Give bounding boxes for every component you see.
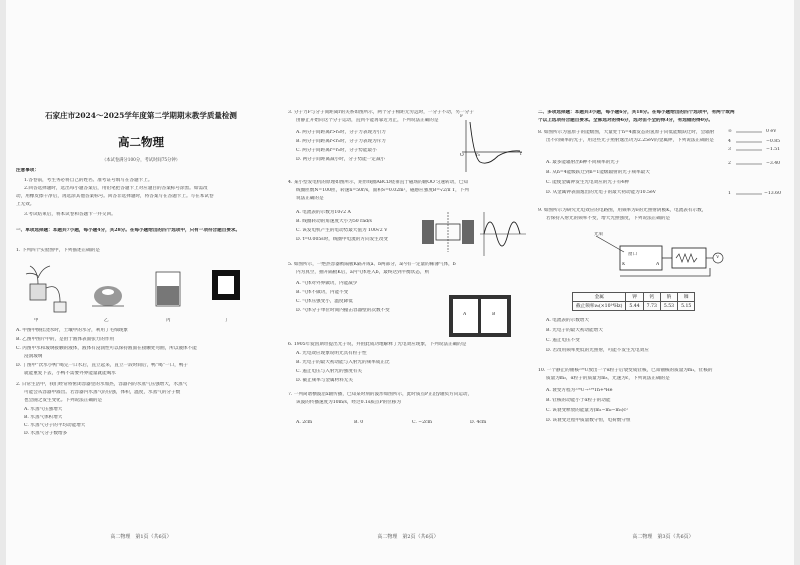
q3-option-a: A. 两分子间距离r>r₀时，分子力表现为引力	[296, 130, 386, 135]
q6-option-c: C. 遏止电压与入射光的强度有关	[296, 369, 362, 374]
level-e: −1.51	[766, 147, 781, 152]
graph-label-f: F	[460, 114, 464, 119]
graph-label-o: O	[460, 153, 464, 158]
q4-stem: 4. 某小型发电机的原理如图所示，矩形线圈ABCD绕垂直于磁场的轴OO′匀速转动，已知	[288, 180, 468, 185]
page-footer: 高二物理 第1页（共6页）	[110, 534, 172, 540]
q8-option-a: A. 最多能辐射出6种不同频率的光子	[546, 160, 620, 165]
q4-option-b: B. 线圈转动的角速度大小为50 rad/s	[296, 219, 372, 224]
page-footer: 高二物理 第2页（共6页）	[377, 534, 439, 540]
q4-stem-cont: 说法正确的是	[296, 196, 324, 201]
note-line: 上无效。	[16, 202, 35, 207]
q10-stem: 10. 一个静止的铀核²³⁸U放出一个α粒子后衰变成钍核，已知铀核的质量为m₁，钍核的	[538, 368, 713, 373]
q5-option-a: A. 气体对外界做功，内能减少	[296, 281, 358, 286]
table-row	[573, 302, 695, 311]
q1-stem: 1. 下列四个实验图中，下列描述正确的是	[16, 248, 100, 253]
graph-label-r0: r₀	[476, 153, 481, 158]
level-e: 0 eV	[766, 129, 777, 134]
fig-label: 乙	[104, 318, 109, 323]
section1-title: 一、单项选择题：本题共7小题，每小题4分，共28分。在每小题给出的四个选项中，只有一项符合题目要求。	[16, 228, 241, 233]
q10-option-b: B. 钍核的动能小于α粒子的动能	[546, 398, 611, 403]
q5-option-d: D. 气体分子单位时间内撞击容器壁的次数不变	[296, 308, 390, 313]
q4-option-d: D. t=0.005s时，线圈中电流的方向发生改变	[296, 237, 388, 242]
q9-option-d: D. 若改用频率更低的光照射，可能不发生光电效应	[546, 348, 649, 353]
table-header: 钙	[643, 293, 660, 302]
q9-stem-cont: 若保持入射光的频率不变，增大光照强度，下列说法正确的是	[546, 216, 671, 221]
q6-option-a: A. 光电效应现象说明光具有粒子性	[296, 351, 367, 356]
q7-option-b: B. 0	[354, 420, 364, 425]
notes-heading: 注意事项：	[16, 168, 39, 173]
level-n: 2	[728, 161, 731, 166]
q7-option-a: A. 2cm	[296, 420, 313, 425]
table-cell: 5.15	[678, 302, 695, 311]
force-distance-graph	[458, 118, 524, 174]
q9-option-b: B. 光电子的最大初动能增大	[546, 328, 603, 333]
circuit-label-window: 窗口	[628, 252, 638, 257]
fig-label: 丁	[224, 318, 229, 323]
note-line: 2.回答选择题时，选出每小题答案后，用铅笔把答题卡上对应题目的答案标号涂黑。如需改	[24, 186, 208, 191]
level-n: 4	[728, 139, 731, 144]
q1-option-d: D. 丁图中“饮水小鸭”喝完一口水后，直立起来，直立一段时间后，鸭“喝”一口，鸭子	[16, 363, 189, 368]
q1-figures	[16, 258, 266, 320]
q7-options	[296, 420, 528, 427]
q10-stem-cont: 质量为m₂，α粒子的质量为m₃，光速为c，下列说法正确的是	[546, 376, 670, 381]
q8-option-d: D. 从金属钾表面逸出的光电子的最大初动能为10.5eV	[546, 190, 656, 195]
level-e: −3.40	[766, 161, 781, 166]
q4-option-a: A. 电流表的示数为10√2 A	[296, 210, 351, 215]
q7-option-c: C. −2cm	[412, 420, 432, 425]
q7-stem-cont: 该波的传播速度为10m/s，经过0.1s质点P的位移为	[296, 400, 401, 405]
level-n: ∞	[728, 129, 732, 134]
circuit-label-v: V	[716, 255, 720, 260]
table-header: 钾	[626, 293, 643, 302]
note-line: 动，用橡皮擦干净后，再选涂其他答案标号。回答非选择题时，将答案写在答题卡上。写在本试卷	[16, 194, 214, 199]
q6-option-b: B. 光电子的最大初动能与入射光的频率成正比	[296, 360, 390, 365]
q1-option-c-cont: 浸润玻璃	[24, 354, 43, 359]
q2-option-d: D. 水蒸气分子数增多	[24, 431, 68, 436]
q2-stem: 2. 日常生活中，我们经常将密闭容器里的水加热，容器内的水蒸气压强增大，水蒸气	[16, 382, 188, 387]
q10-option-a: A. 衰变方程为²³⁸U→²³⁴Th+⁴He	[546, 388, 613, 393]
q9-option-a: A. 电流表的示数增大	[546, 318, 589, 323]
q3-stem: 3. 分子力F与分子间距离r的关系如图所示，两个分子相距无穷远时，一分子不动，另一分子	[288, 110, 474, 115]
glass-figure	[156, 272, 180, 306]
q9-stem: 9. 如图所示为研究光电效应的电路图，用频率为ν的光照射阴极K，电流表有示数，	[538, 208, 707, 213]
cutoff-frequency-table	[572, 292, 695, 311]
level-e: −0.85	[766, 139, 781, 144]
q10-option-c: C. 该衰变释放的能量为(m₁−m₂−m₃)c²	[546, 408, 628, 413]
generator-figure	[418, 206, 528, 260]
q8-stem-cont: 出不同频率的光子，用这些光子照射逸出功为2.25eV的金属钾，下列说法正确的是	[546, 138, 714, 143]
q2-option-a: A. 水蒸气压强增大	[24, 407, 63, 412]
table-cell: 5.53	[660, 302, 677, 311]
q3-option-d: D. 两分子间距离减小时，分子势能一定减小	[296, 157, 386, 162]
table-header: 钠	[660, 293, 677, 302]
graph-label-r: r	[520, 152, 523, 157]
q8-option-c: C. 能使金属钾发生光电效应的光子有4种	[546, 180, 629, 185]
subject-title: 高二物理	[118, 135, 164, 149]
page-footer: 高二物理 第3页（共6页）	[632, 534, 694, 540]
q3-stem-cont: 由静止开始向这个分子运动，直到不能再靠近为止，下列说法正确的是	[296, 118, 439, 123]
circuit-label-light: 光束	[594, 232, 604, 237]
section2-title: 二、多项选择题：本题共3小题，每小题6分，共18分。在每小题给出的四个选项中，有两个或两	[538, 110, 735, 115]
section2-title-cont: 个以上选项符合题目要求。全部选对的得6分，选对但不全的得3分，有选错的得0分。	[538, 118, 713, 123]
energy-level-lines	[734, 128, 764, 198]
q2-option-b: B. 水蒸气体积增大	[24, 415, 63, 420]
circuit-label-a: A	[656, 262, 660, 267]
q5-option-c: C. 气体压强变小，温度降低	[296, 299, 353, 304]
q10-option-d: D. 该衰变过程中质量数守恒，电荷数守恒	[546, 418, 631, 423]
q8-stem: 8. 如图所示为氢原子的能级图，大量处于n=4激发态的氢原子向低能级跃迁时，会辐射	[538, 130, 715, 135]
q5-stem-cont: 内为真空，抽开隔板K后，a内气体进入b，最终达到平衡状态，则	[296, 270, 430, 275]
chamber-label-b: B	[492, 312, 496, 317]
table-cell: 7.73	[643, 302, 660, 311]
q5-option-b: B. 气体不做功，内能不变	[296, 290, 349, 295]
circuit-label-k: K	[622, 262, 626, 267]
page-1	[16, 0, 266, 565]
q8-option-b: B. 从n=4能级跃迁到n=1能级辐射的光子频率最大	[546, 170, 650, 175]
table-cell: 5.44	[626, 302, 643, 311]
table-header: 铷	[678, 293, 695, 302]
q6-stem: 6. 1905年爱因斯坦提出光子说，并由此成功地解释了光电效应现象，下列说法正确的是	[288, 342, 467, 347]
plant-figure	[26, 266, 66, 312]
q1-option-d-cont: 就能重复下去，小鸭不需要外界能量就能喝水	[24, 371, 116, 376]
chamber-label-a: A	[463, 312, 467, 317]
level-n: 1	[728, 191, 731, 196]
q1-option-c: C. 丙图中水和玻璃接触的液体，液体有浸润性可以保持液面在接触处弯曲，所以液体不能	[16, 346, 197, 351]
q2-stem-cont: 可能会从容器中溢出。若容器内水蒸气的压强，体积，温度，水蒸气的分子数	[24, 390, 181, 395]
table-header: 金属	[573, 293, 626, 302]
note-line: 1.答卷前，考生务必将自己的姓名、准考证号填写在答题卡上。	[24, 178, 153, 183]
insulated-container	[448, 294, 512, 338]
level-n: 3	[728, 147, 731, 152]
q3-option-c: C. 两分子间距离r=r₀时，分子势能最小	[296, 148, 377, 153]
q4-option-c: C. 该发电机产生的电动势最大值为 100√2 V	[296, 228, 388, 233]
q2-option-c: C. 水蒸气分子的平均动能增大	[24, 423, 86, 428]
q6-option-d: D. 截止频率与金属材料无关	[296, 378, 353, 383]
q9-option-c: C. 遏止电压不变	[546, 338, 580, 343]
exam-sheet	[6, 0, 794, 565]
q4-stem-cont: 线圈匝数N=100匝，转速n=50r/s，面积S=0.02m²，磁感应强度B=√2/π T，下列	[296, 188, 469, 193]
leaf-figure	[92, 286, 124, 306]
fig-label: 甲	[34, 318, 39, 323]
level-e: −13.60	[764, 191, 782, 196]
table-cell: 截止频率ν₀(×10¹⁴Hz)	[573, 302, 626, 311]
table-row	[573, 293, 695, 302]
q5-stem: 5. 如图所示，一绝热容器被隔板K隔开成a、b两部分，a内有一定量的稀薄气体，b	[288, 262, 456, 267]
page-3	[538, 0, 788, 565]
exam-title: 石家庄市2024～2025学年度第二学期期末教学质量检测	[45, 111, 237, 120]
note-line: 3.考试结束后，将本试卷和答题卡一并交回。	[24, 212, 116, 217]
q3-option-b: B. 两分子间距离r<r₀时，分子力表现为斥力	[296, 139, 386, 144]
fig-label: 丙	[166, 318, 171, 323]
q7-option-d: D. 4cm	[470, 420, 487, 425]
page-2	[288, 0, 528, 565]
q7-stem: 7. 一列简谐横波沿x轴传播，已知某时刻的波形如图所示，此时质点P正沿y轴负方向运动，	[288, 392, 473, 397]
q2-stem-cont: 也会随之发生变化。下列说法正确的是	[24, 398, 103, 403]
q1-option-b: B. 乙图中图片中的，是由于液体表面张力的作用	[16, 337, 115, 342]
duck-figure	[212, 270, 240, 300]
exam-info: （本试卷满分100分，考试时间75分钟）	[101, 158, 181, 163]
q1-option-a: A. 甲图中倒挂浇水时，土壤中的水分，利用了毛细现象	[16, 328, 128, 333]
